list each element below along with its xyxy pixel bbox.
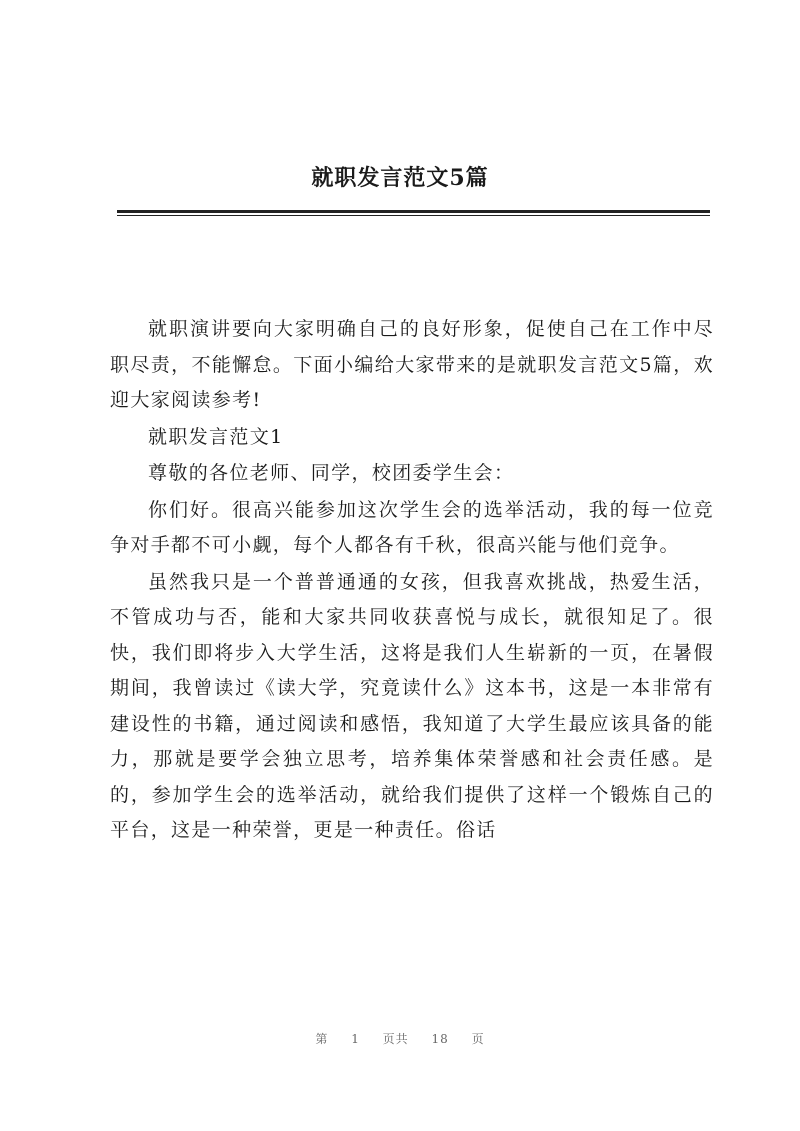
footer-ye-gong: 页共 [382,1032,409,1046]
title-divider-thin [117,215,710,216]
body-paragraph: 虽然我只是一个普普通通的女孩，但我喜欢挑战，热爱生活，不管成功与否，能和大家共同收获喜悦与成长，就很知足了。很快，我们即将步入大学生活，这将是我们人生崭新的一页，在暑假期间，我曾读过《读大学，究竟读什么》这本书，这是一本非常有建设性的书籍，通过阅读和感悟，我知道了大学生最应该具备的能力，那就是要学会独立思考，培养集体荣誉感和社会责任感。是的，参加学生会的选举活动，就给我们提供了这样一个锻炼自己的平台，这是一种荣誉，更是一种责任。俗话 [110,570,714,841]
body-paragraph: 你们好。很高兴能参加这次学生会的选举活动，我的每一位竞争对手都不可小觑，每个人都各有千秋，很高兴能与他们竞争。 [110,498,714,556]
footer-total-pages: 18 [431,1032,449,1046]
intro-paragraph: 就职演讲要向大家明确自己的良好形象，促使自己在工作中尽职尽责，不能懈怠。下面小编给大家带来的是就职发言范文5篇，欢迎大家阅读参考! [110,318,714,411]
footer-ye: 页 [471,1032,485,1046]
section-heading: 就职发言范文1 [148,425,284,448]
document-body [110,312,714,850]
footer-di: 第 [315,1032,329,1046]
footer-page-number: 1 [351,1032,360,1046]
page-footer [0,1030,800,1047]
title-divider [117,210,710,213]
salutation: 尊敬的各位老师、同学，校团委学生会： [148,462,515,484]
page-title: 就职发言范文5篇 [311,165,489,191]
